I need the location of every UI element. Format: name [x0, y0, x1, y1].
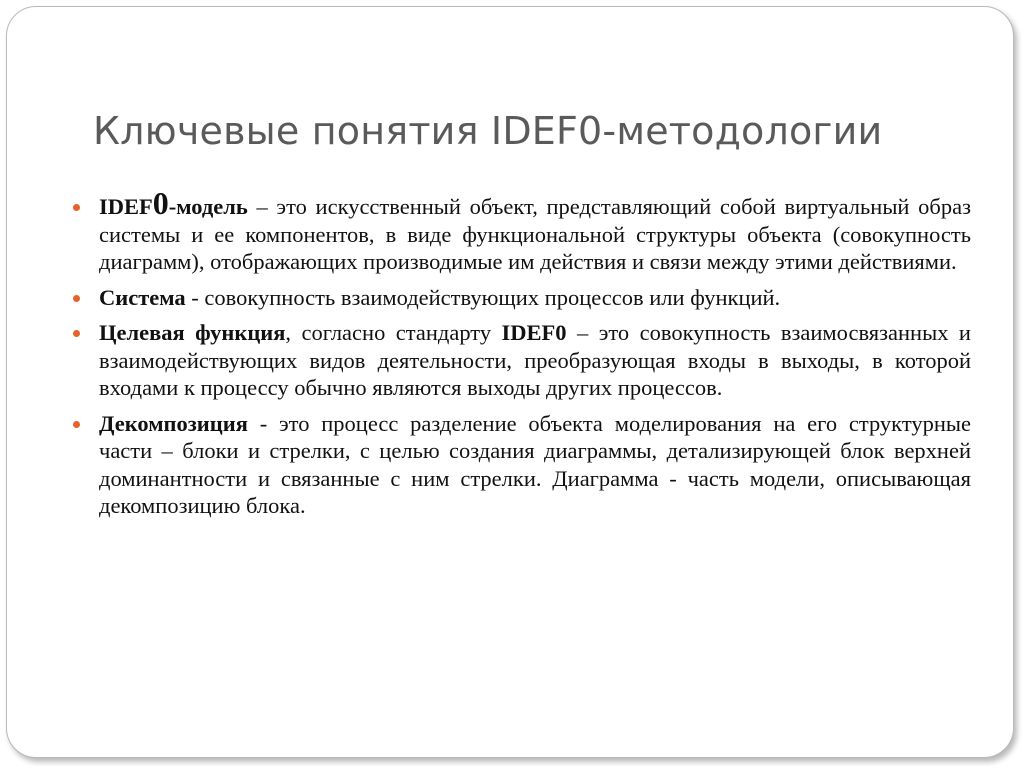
- standard-name: IDEF0: [501, 320, 567, 345]
- definition-decomposition: - это процесс разделение объекта моделирования на его структурные части – блоки и стрелки, с целью создания диаграммы, детализирующей блок верхней доминантности и связанные с ним стрелки. Диаграмма - часть модели, описывающая декомпозицию блока.: [99, 410, 971, 518]
- term-decomposition: Декомпозиция: [99, 410, 248, 436]
- definition-target-function-before: , согласно стандарту: [285, 320, 502, 345]
- bullet-dot-icon: [73, 295, 80, 302]
- bullet-item-system: [71, 284, 971, 312]
- bullet-dot-icon: [73, 421, 80, 428]
- bullet-item-target-function: [71, 319, 971, 402]
- term-model-suffix: -модель: [168, 194, 248, 219]
- term-idef-prefix: IDEF: [99, 194, 153, 219]
- term-system: Система: [99, 284, 186, 310]
- definition-target-function-after: – это совокупность взаимосвязанных и взаимодействующих видов деятельности, преобразующая входы в выходы, в которой входами к процессу обычно являются выходы других процессов.: [99, 320, 971, 400]
- bullet-dot-icon: [73, 204, 80, 211]
- term-idef-zero: 0: [152, 185, 169, 221]
- bullet-list: [71, 185, 971, 528]
- definition-idef0-model: – это искусственный объект, представляющий собой виртуальный образ системы и ее компонентов, в виде функциональной структуры объекта (совокупность диаграмм), отображающих производимые им действия и связи между этими действиями.: [99, 194, 971, 274]
- bullet-dot-icon: [73, 330, 80, 337]
- term-target-function: Целевая функция: [99, 320, 286, 345]
- bullet-item-idef0-model: [71, 185, 971, 276]
- slide-title: Ключевые понятия IDEF0-методологии: [93, 109, 883, 153]
- bullet-item-decomposition: [71, 410, 971, 520]
- slide-frame: [6, 6, 1014, 758]
- definition-system: - совокупность взаимодействующих процессов или функций.: [185, 284, 781, 310]
